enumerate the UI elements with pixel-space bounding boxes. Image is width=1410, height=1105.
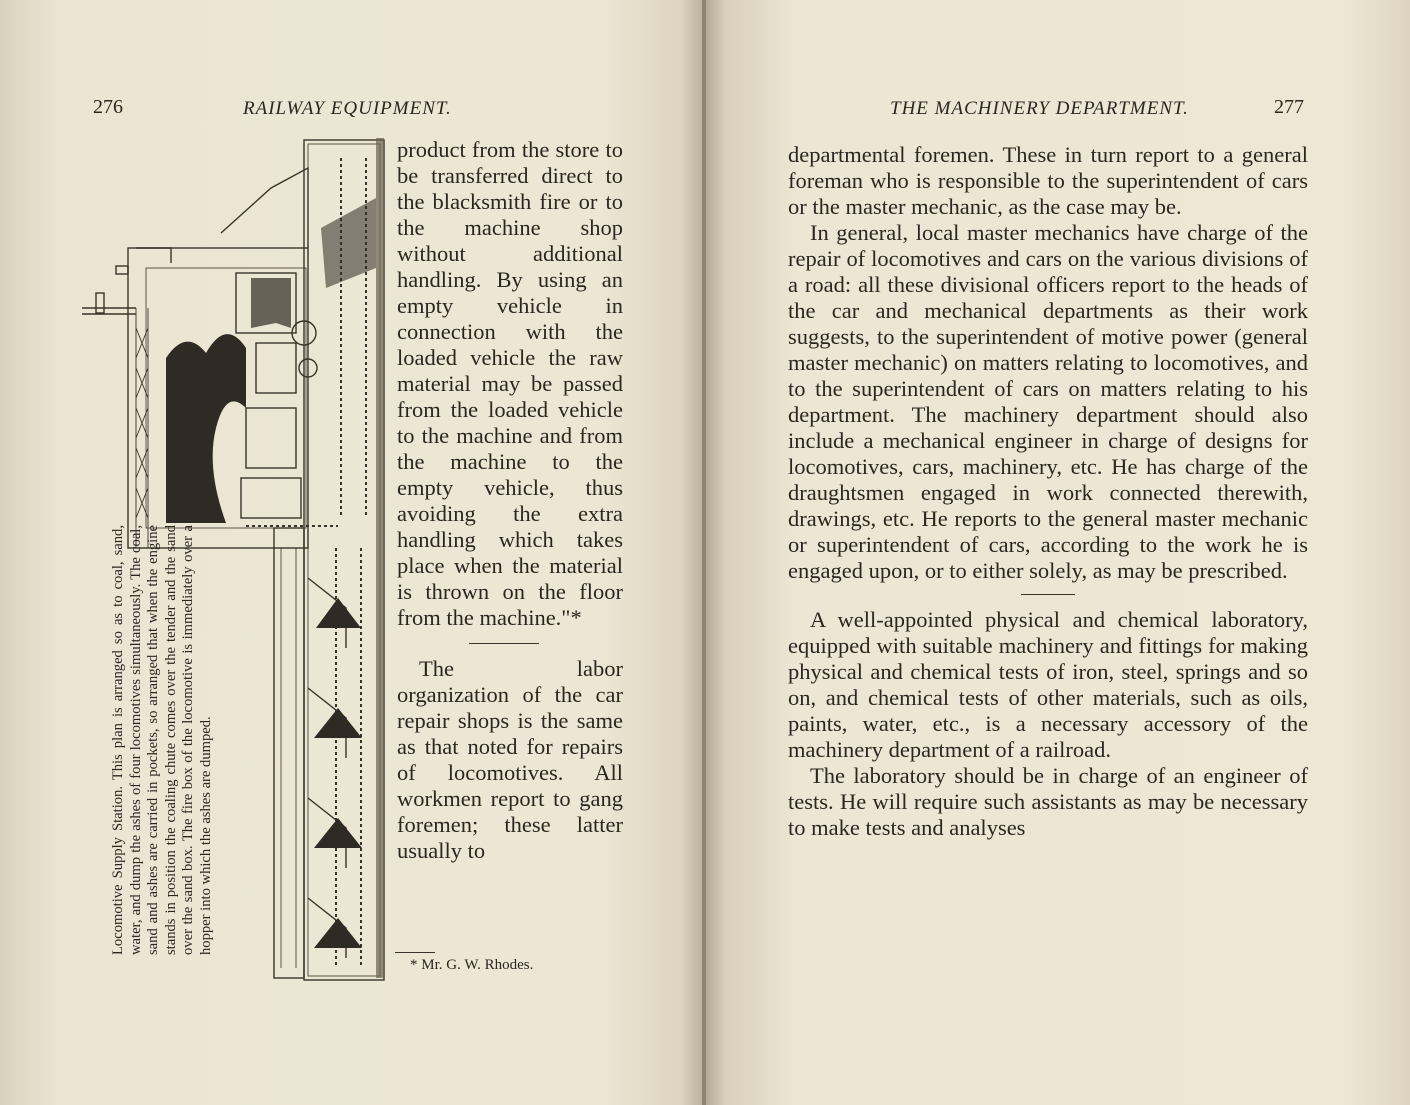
- left-paragraph-2: The labor organization of the car repair shops is the same as that noted for repairs of locomotives. All workmen report to gang foremen; these latter usually to: [397, 656, 623, 863]
- page-number-left: 276: [93, 96, 123, 118]
- left-page: [0, 0, 704, 1105]
- right-text-column: [788, 142, 1308, 841]
- figure-caption: Locomotive Supply Station. This plan is arranged so as to coal, sand, water, and dump the ashes of four locomotives simultaneously. The coal, sand and ashes are carried in pockets, so arranged that when the engine stands in position the coaling chute comes over the tender and the sand over the sand box. The fire box of the locomotive is immediately over a hopper into which the ashes are dumped.: [110, 525, 214, 955]
- right-paragraph-1: departmental foremen. These in turn report to a general foreman who is responsible to the superintendent of cars or the master mechanic, as the case may be.: [788, 142, 1308, 219]
- right-paragraph-3: A well-appointed physical and chemical laboratory, equipped with suitable machinery and fittings for making physical and chemical tests of iron, steel, springs and so on, and chemical tests of other materials, such as oils, paints, water, etc., is a necessary accessory of the machinery department of a railroad.: [788, 607, 1308, 762]
- footnote: * Mr. G. W. Rhodes.: [410, 957, 534, 973]
- running-head-right: THE MACHINERY DEPARTMENT.: [890, 98, 1189, 119]
- page-number-right: 277: [1274, 96, 1304, 118]
- left-paragraph-1: product from the store to be transferred direct to the blacksmith fire or to the machine shop without additional handling. By using an empty vehicle in connection with the loaded vehicle the raw material may be passed from the loaded vehicle to the machine and from the machine to the empty vehicle, thus avoiding the extra handling which takes place when the material is thrown on the floor from the machine."*: [397, 137, 623, 630]
- right-paragraph-2: In general, local master mechanics have charge of the repair of locomotives and cars on the various divisions of a road: all these divisional officers report to the heads of the car and mechanical departments as their work suggests, to the superintendent of motive power (general master mechanic) on matters relating to locomotives, and to the superintendent of cars on matters relating to his department. The machinery department should also include a mechanical engineer in charge of designs for locomotives, cars, machinery, etc. He has charge of the draughtsmen engaged in work connected therewith, drawings, etc. He reports to the general master mechanic or superintendent of cars, according to the work he is engaged upon, or to either solely, as may be prescribed.: [788, 220, 1308, 583]
- footnote-rule: [395, 952, 435, 953]
- section-divider: [469, 643, 539, 644]
- right-paragraph-4: The laboratory should be in charge of an engineer of tests. He will require such assistants as may be necessary to make tests and analyses: [788, 763, 1308, 840]
- running-head-left: RAILWAY EQUIPMENT.: [243, 98, 452, 119]
- section-divider: [1021, 594, 1075, 595]
- left-text-column: [397, 137, 623, 864]
- right-page: [706, 0, 1410, 1105]
